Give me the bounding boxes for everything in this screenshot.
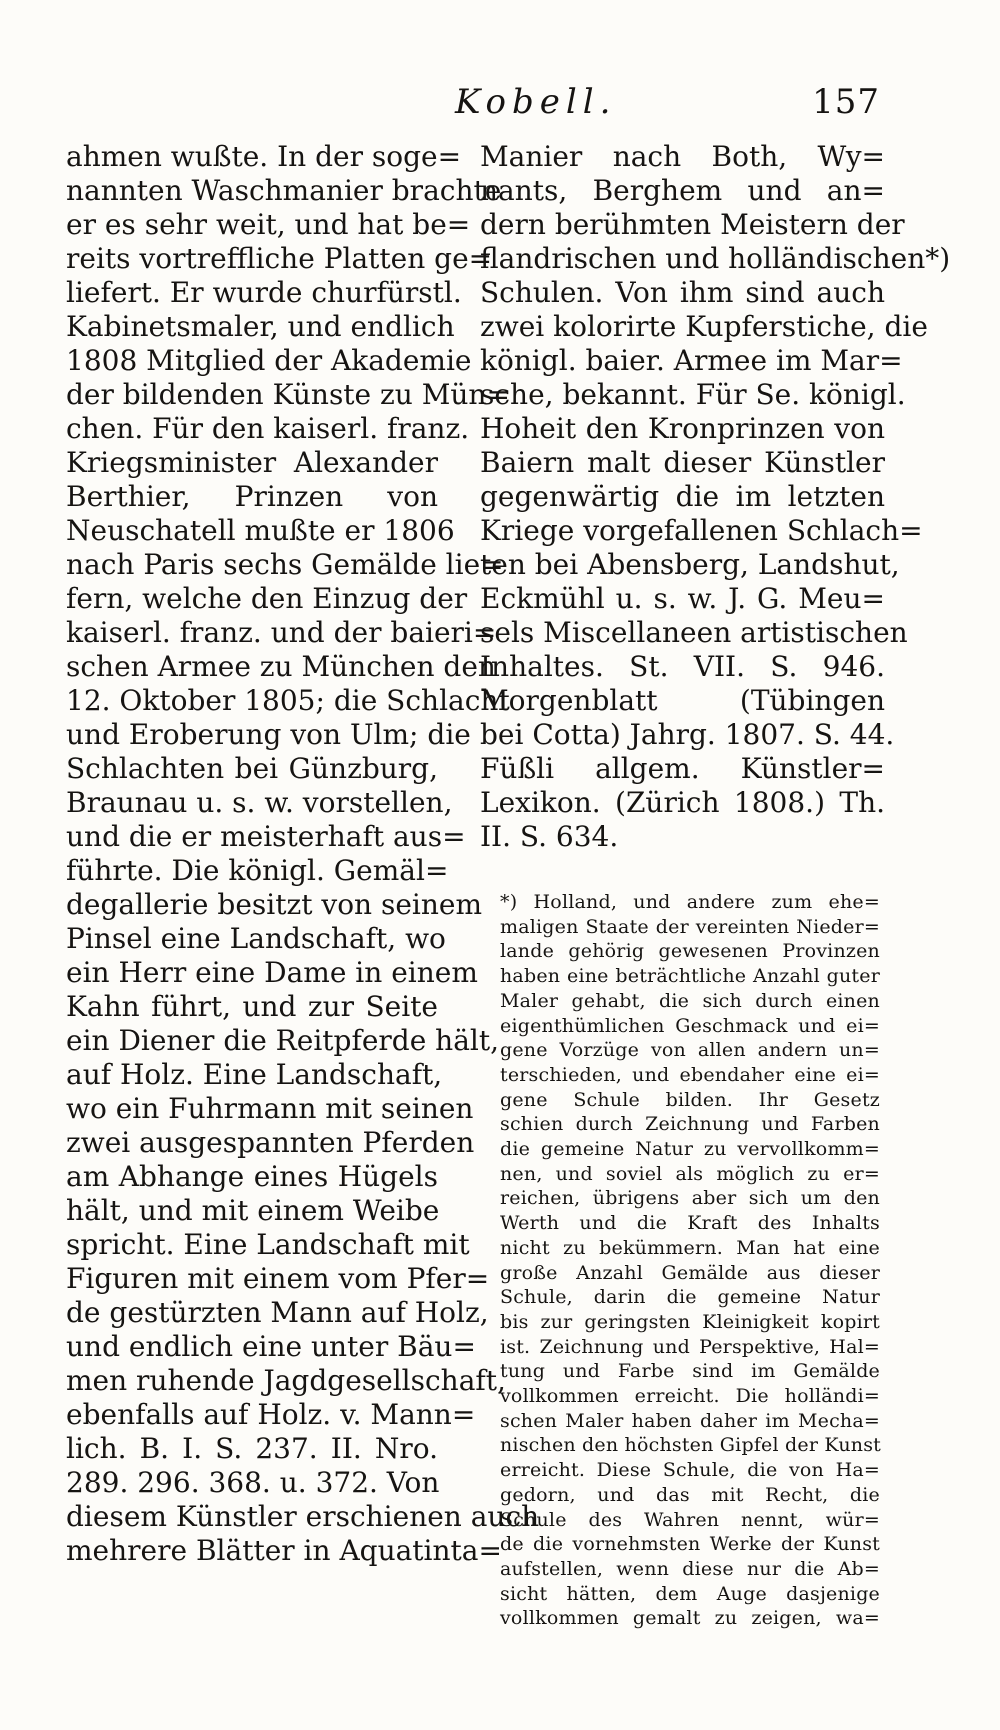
text-line: flandrischen und holländischen*) <box>480 242 951 275</box>
text-line: Berthier, Prinzen von <box>66 480 438 513</box>
text-line: gene Schule bilden. Ihr Gesetz <box>500 1088 880 1111</box>
text-line: wo ein Fuhrmann mit seinen <box>66 1092 474 1125</box>
text-line: 12. Oktober 1805; die Schlacht <box>66 684 510 717</box>
text-line: Schulen. Von ihm sind auch <box>480 276 885 309</box>
text-line: er es sehr weit, und hat be= <box>66 208 471 241</box>
text-line: am Abhange eines Hügels <box>66 1160 438 1193</box>
text-line: bis zur geringsten Kleinigkeit kopirt <box>500 1310 880 1333</box>
text-line: Figuren mit einem vom Pfer= <box>66 1262 490 1295</box>
text-line: sicht hätten, dem Auge dasjenige <box>500 1582 880 1605</box>
text-line: 1808 Mitglied der Akademie <box>66 344 472 377</box>
text-line: zwei kolorirte Kupferstiche, die <box>480 310 928 343</box>
text-line: große Anzahl Gemälde aus dieser <box>500 1261 880 1284</box>
text-line: nannten Waschmanier brachte <box>66 174 502 207</box>
text-line: und Eroberung von Ulm; die <box>66 718 471 751</box>
page-header <box>60 82 880 132</box>
text-line: gegenwärtig die im letzten <box>480 480 885 513</box>
text-line: II. S. 634. <box>480 820 619 853</box>
text-line: Schule, darin die gemeine Natur <box>500 1286 880 1309</box>
text-line: Schlachten bei Günzburg, <box>66 752 438 785</box>
text-line: fern, welche den Einzug der <box>66 582 468 615</box>
text-line: bei Cotta) Jahrg. 1807. S. 44. <box>480 718 895 751</box>
text-line: aufstellen, wenn diese nur die Ab= <box>500 1557 880 1580</box>
text-line: degallerie besitzt von seinem <box>66 888 483 921</box>
text-line: lande gehörig gewesenen Provinzen <box>500 940 880 963</box>
text-line: Schule des Wahren nennt, wür= <box>500 1508 880 1531</box>
text-line: vollkommen erreicht. Die holländi= <box>500 1385 880 1408</box>
text-line: Werth und die Kraft des Inhalts <box>500 1212 880 1235</box>
text-line: Kriege vorgefallenen Schlach= <box>480 514 923 547</box>
text-line: gedorn, und das mit Recht, die <box>500 1483 880 1506</box>
text-line: die gemeine Natur zu vervollkomm= <box>500 1138 880 1161</box>
text-line: Kabinetsmaler, und endlich <box>66 310 455 343</box>
text-line: haben eine beträchtliche Anzahl guter <box>500 965 880 988</box>
right-text-column <box>480 140 951 854</box>
text-line: nach Paris sechs Gemälde lie= <box>66 548 504 581</box>
text-line: eigenthümlichen Geschmack und ei= <box>500 1014 880 1037</box>
text-line: tung und Farbe sind im Gemälde <box>500 1360 880 1383</box>
text-line: Inhaltes. St. VII. S. 946. <box>480 650 885 683</box>
text-line: und die er meisterhaft aus= <box>66 820 466 853</box>
left-text-column <box>66 140 540 1568</box>
text-line: Füßli allgem. Künstler= <box>480 752 885 785</box>
text-line: kaiserl. franz. und der baieri= <box>66 616 497 649</box>
text-line: Neuschatell mußte er 1806 <box>66 514 455 547</box>
text-line: dern berühmten Meistern der <box>480 208 905 241</box>
text-line: und endlich eine unter Bäu= <box>66 1330 476 1363</box>
text-line: ist. Zeichnung und Perspektive, Hal= <box>500 1335 880 1358</box>
footnote <box>500 890 880 1631</box>
text-line: spricht. Eine Landschaft mit <box>66 1228 470 1261</box>
text-line: reichen, übrigens aber sich um den <box>500 1187 880 1210</box>
text-line: schien durch Zeichnung und Farben <box>500 1113 880 1136</box>
text-line: zwei ausgespannten Pferden <box>66 1126 475 1159</box>
text-line: Morgenblatt (Tübingen <box>480 684 885 717</box>
text-line: nen, und soviel als möglich zu er= <box>500 1162 880 1185</box>
text-line: ein Herr eine Dame in einem <box>66 956 478 989</box>
text-line: schen Armee zu München den <box>66 650 496 683</box>
text-line: men ruhende Jagdgesellschaft, <box>66 1364 506 1397</box>
text-line: auf Holz. Eine Landschaft, <box>66 1058 443 1091</box>
text-line: ten bei Abensberg, Landshut, <box>480 548 900 581</box>
text-line: ein Diener die Reitpferde hält, <box>66 1024 500 1057</box>
text-line: 289. 296. 368. u. 372. Von <box>66 1466 440 1499</box>
text-line: gene Vorzüge von allen andern un= <box>500 1039 880 1062</box>
text-line: vollkommen gemalt zu zeigen, wa= <box>500 1607 880 1630</box>
text-line: führte. Die königl. Gemäl= <box>66 854 449 887</box>
text-line: nants, Berghem und an= <box>480 174 885 207</box>
text-line: Braunau u. s. w. vorstellen, <box>66 786 453 819</box>
text-line: Baiern malt dieser Künstler <box>480 446 885 479</box>
text-line: chen. Für den kaiserl. franz. <box>66 412 470 445</box>
text-line: Kahn führt, und zur Seite <box>66 990 438 1023</box>
text-line: Hoheit den Kronprinzen von <box>480 412 885 445</box>
text-line: maligen Staate der vereinten Nieder= <box>500 915 880 938</box>
text-line: diesem Künstler erschienen auch <box>66 1500 540 1533</box>
text-line: ahmen wußte. In der soge= <box>66 140 462 173</box>
text-line: nicht zu bekümmern. Man hat eine <box>500 1236 880 1259</box>
text-line: *) Holland, und andere zum ehe= <box>500 891 880 913</box>
text-line: Kriegsminister Alexander <box>66 446 438 479</box>
text-line: hält, und mit einem Weibe <box>66 1194 440 1227</box>
text-line: Lexikon. (Zürich 1808.) Th. <box>480 786 885 819</box>
text-line: liefert. Er wurde churfürstl. <box>66 276 462 309</box>
text-line: Maler gehabt, die sich durch einen <box>500 989 880 1012</box>
text-line: lich. B. I. S. 237. II. Nro. <box>66 1432 438 1465</box>
text-line: sels Miscellaneen artistischen <box>480 616 908 649</box>
text-line: schen Maler haben daher im Mecha= <box>500 1409 880 1432</box>
running-head: Kobell. <box>455 82 617 122</box>
text-line: terschieden, und ebendaher eine ei= <box>500 1063 880 1086</box>
text-line: ebenfalls auf Holz. v. Mann= <box>66 1398 476 1431</box>
text-line: reits vortreffliche Platten ge= <box>66 242 493 275</box>
page-number: 157 <box>812 82 880 122</box>
text-line: de gestürzten Mann auf Holz, <box>66 1296 489 1329</box>
text-line: Eckmühl u. s. w. J. G. Meu= <box>480 582 885 615</box>
text-line: der bildenden Künste zu Mün= <box>66 378 510 411</box>
text-line: de die vornehmsten Werke der Kunst <box>500 1533 880 1556</box>
text-line: Pinsel eine Landschaft, wo <box>66 922 446 955</box>
text-line: nischen den höchsten Gipfel der Kunst <box>500 1434 881 1457</box>
text-line: Manier nach Both, Wy= <box>480 140 885 173</box>
text-line: sche, bekannt. Für Se. königl. <box>480 378 906 411</box>
text-line: königl. baier. Armee im Mar= <box>480 344 903 377</box>
text-line: mehrere Blätter in Aquatinta= <box>66 1534 502 1567</box>
text-line: erreicht. Diese Schule, die von Ha= <box>500 1459 880 1482</box>
